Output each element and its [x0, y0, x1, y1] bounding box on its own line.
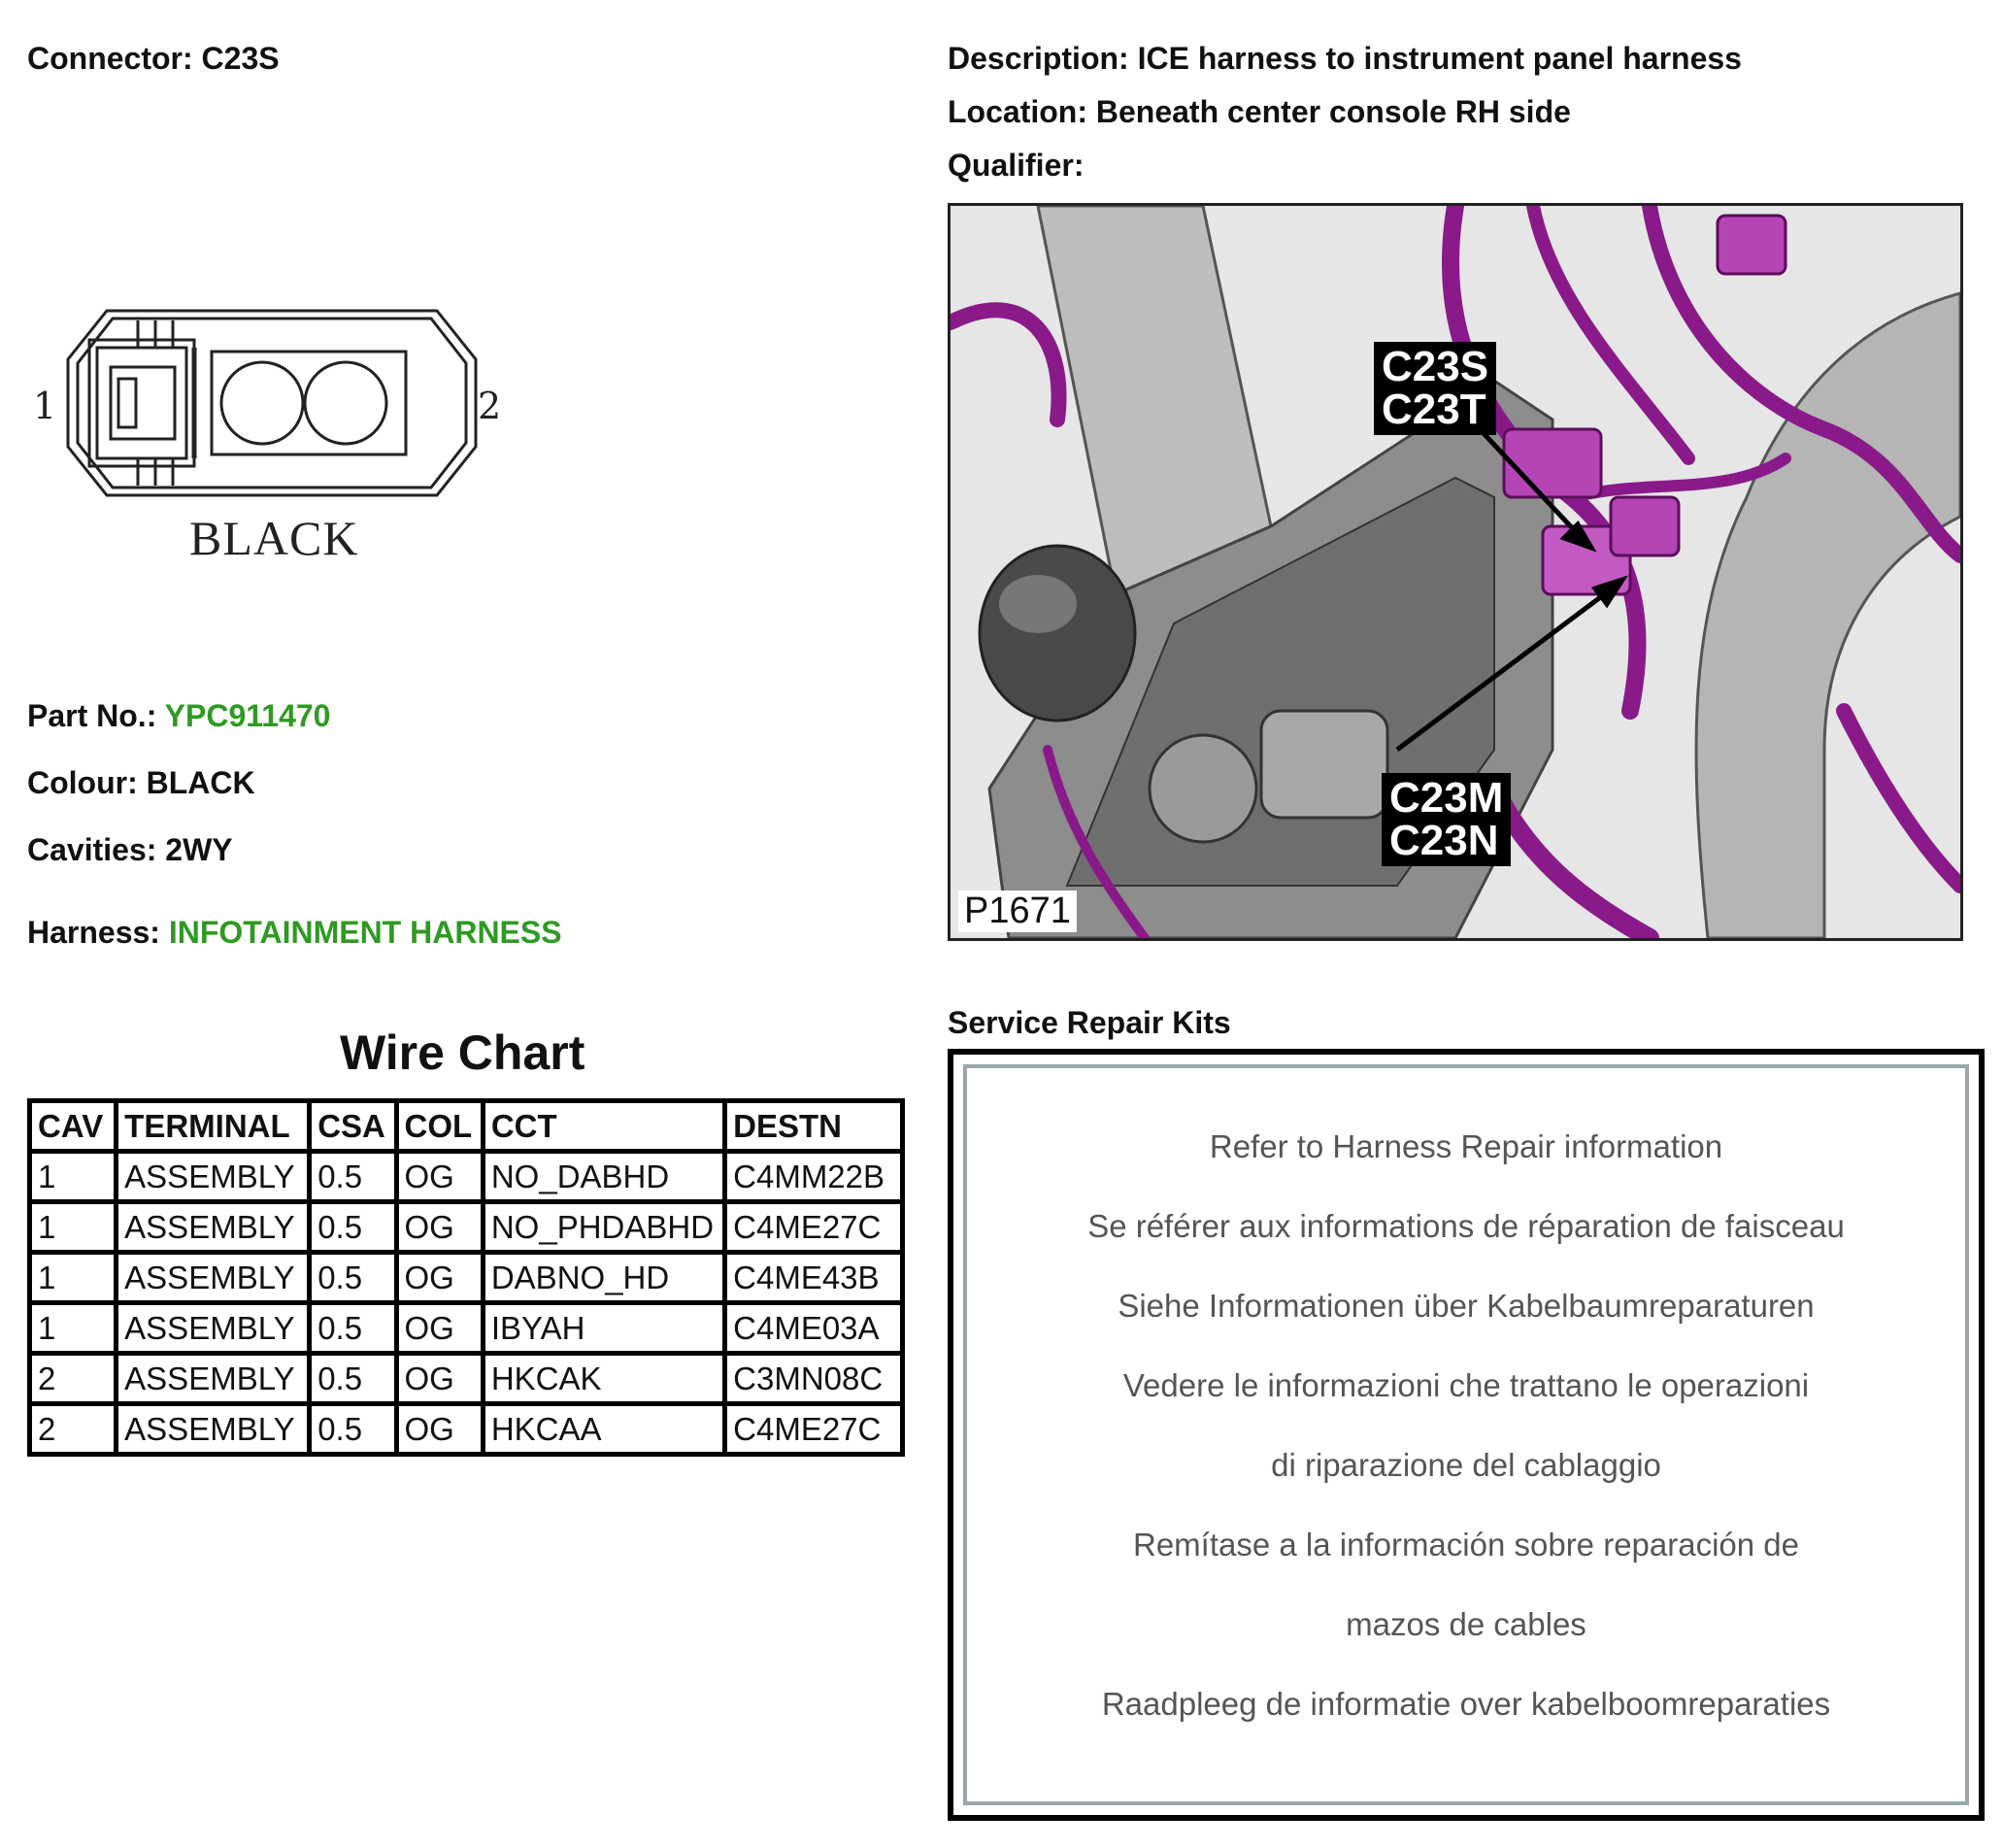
cell-col: OG: [396, 1404, 483, 1455]
colour-value: BLACK: [146, 765, 255, 800]
cell-cav: 2: [30, 1404, 117, 1455]
header-col: COL: [396, 1101, 483, 1152]
cell-csa: 0.5: [310, 1202, 396, 1253]
cell-csa: 0.5: [310, 1303, 396, 1354]
description-value: ICE harness to instrument panel harness: [1137, 41, 1742, 76]
cell-terminal: ASSEMBLY: [117, 1354, 310, 1404]
cell-cct: NO_DABHD: [483, 1152, 724, 1202]
part-no-link[interactable]: YPC911470: [164, 698, 331, 733]
cell-cct: IBYAH: [483, 1303, 724, 1354]
repair-kit-line: Vedere le informazioni che trattano le operazioni: [1122, 1367, 1810, 1403]
header-csa: CSA: [310, 1101, 396, 1152]
qualifier-field: [948, 148, 1084, 184]
cell-cav: 2: [30, 1354, 117, 1404]
callout-c23n: C23N: [1389, 817, 1499, 864]
cell-cct: DABNO_HD: [483, 1253, 724, 1303]
cavities-field: [27, 832, 233, 868]
cavities-value: 2WY: [165, 832, 233, 867]
cell-col: OG: [396, 1152, 483, 1202]
location-field: [948, 94, 1571, 130]
cell-destn: C4ME43B: [725, 1253, 903, 1303]
callout-c23m-c23n: [1382, 773, 1511, 866]
cell-cct: HKCAA: [483, 1404, 724, 1455]
cell-col: OG: [396, 1354, 483, 1404]
connector-field: [27, 41, 280, 77]
header-destn: DESTN: [725, 1101, 903, 1152]
callout-c23t: C23T: [1382, 386, 1486, 433]
callout-c23s-c23t: [1374, 342, 1496, 435]
repair-kit-line: mazos de cables: [1346, 1606, 1586, 1642]
repair-kit-line: Remítase a la información sobre reparación de: [1132, 1527, 1800, 1562]
service-repair-kits-title: Service Repair Kits: [948, 1005, 1231, 1040]
cell-cav: 1: [30, 1253, 117, 1303]
connector-label: Connector:: [27, 41, 193, 76]
table-row: [30, 1303, 903, 1354]
header-cav: CAV: [30, 1101, 117, 1152]
table-row: [30, 1253, 903, 1303]
cell-terminal: ASSEMBLY: [117, 1202, 310, 1253]
location-label: Location:: [948, 94, 1087, 129]
pin-2-label: 2: [478, 385, 502, 427]
colour-label: Colour:: [27, 765, 138, 800]
repair-kit-line: Refer to Harness Repair information: [1209, 1128, 1723, 1164]
cell-col: OG: [396, 1202, 483, 1253]
cell-cct: HKCAK: [483, 1354, 724, 1404]
cell-csa: 0.5: [310, 1354, 396, 1404]
harness-link[interactable]: INFOTAINMENT HARNESS: [168, 915, 562, 950]
pin-1-label: 1: [33, 385, 57, 427]
colour-field: [27, 765, 255, 801]
part-no-field: [27, 698, 330, 734]
service-repair-kits-inner: [963, 1064, 1969, 1805]
qualifier-label: Qualifier:: [948, 148, 1085, 183]
wire-chart-header-row: [30, 1101, 903, 1152]
connector-colour-label: BLACK: [189, 511, 359, 565]
table-row: [30, 1202, 903, 1253]
callout-c23s: C23S: [1382, 343, 1489, 390]
cell-csa: 0.5: [310, 1152, 396, 1202]
connector-value: C23S: [201, 41, 280, 76]
table-row: [30, 1152, 903, 1202]
cell-destn: C4ME27C: [725, 1404, 903, 1455]
harness-field: [27, 915, 562, 951]
connector-face-diagram: [58, 301, 485, 515]
cell-cav: 1: [30, 1303, 117, 1354]
connector-location-photo: [948, 203, 1963, 941]
service-repair-kits-box: [948, 1049, 1985, 1821]
location-value: Beneath center console RH side: [1095, 94, 1571, 129]
cell-terminal: ASSEMBLY: [117, 1303, 310, 1354]
cell-cav: 1: [30, 1202, 117, 1253]
cell-csa: 0.5: [310, 1404, 396, 1455]
picture-number: P1671: [958, 890, 1077, 932]
repair-kit-line: Raadpleeg de informatie over kabelboomreparaties: [1101, 1686, 1831, 1722]
table-row: [30, 1354, 903, 1404]
wire-chart-table: [27, 1098, 905, 1457]
description-field: [948, 41, 1742, 77]
repair-kit-line: Siehe Informationen über Kabelbaumreparaturen: [1118, 1288, 1815, 1324]
cell-csa: 0.5: [310, 1253, 396, 1303]
repair-kit-line: di riparazione del cablaggio: [1271, 1447, 1661, 1483]
cell-cav: 1: [30, 1152, 117, 1202]
repair-kit-line: Se référer aux informations de réparation de faisceau: [1087, 1208, 1845, 1244]
cell-destn: C3MN08C: [725, 1354, 903, 1404]
cell-destn: C4ME27C: [725, 1202, 903, 1253]
header-cct: CCT: [483, 1101, 724, 1152]
callout-c23m: C23M: [1389, 774, 1504, 822]
cell-cct: NO_PHDABHD: [483, 1202, 724, 1253]
wire-chart-title: Wire Chart: [340, 1025, 585, 1080]
cell-col: OG: [396, 1253, 483, 1303]
cavities-label: Cavities:: [27, 832, 157, 867]
table-row: [30, 1404, 903, 1455]
header-terminal: TERMINAL: [117, 1101, 310, 1152]
cell-terminal: ASSEMBLY: [117, 1253, 310, 1303]
harness-label: Harness:: [27, 915, 160, 950]
cell-destn: C4MM22B: [725, 1152, 903, 1202]
part-no-label: Part No.:: [27, 698, 157, 733]
description-label: Description:: [948, 41, 1129, 76]
cell-terminal: ASSEMBLY: [117, 1152, 310, 1202]
cell-col: OG: [396, 1303, 483, 1354]
cell-destn: C4ME03A: [725, 1303, 903, 1354]
cell-terminal: ASSEMBLY: [117, 1404, 310, 1455]
